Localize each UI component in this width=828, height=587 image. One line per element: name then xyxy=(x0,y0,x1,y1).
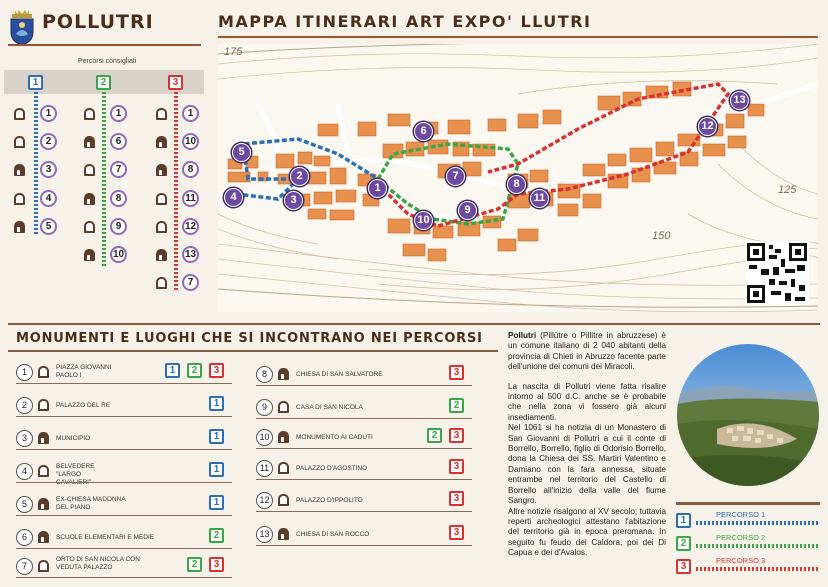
map-marker[interactable]: 10 xyxy=(414,211,433,230)
monument-number: 10 xyxy=(256,429,273,446)
contour-label: 150 xyxy=(652,230,671,242)
route-badge: 3 xyxy=(209,363,224,378)
route-1-stop[interactable]: 4 xyxy=(40,190,57,207)
description-paragraph: Nel 1061 si ha notizia di un Monastero di San Giovanni di Pollutri a cui il conte di Borrello, Borrello, figlio di Odorisio Borrello, dona la Chiesa dei SS. Martiri Valentino e Damiano con la fara annessa, situate entrambe nel territorio del Castello di Borrello all'inizio della valle del fiume Sangro. xyxy=(508,423,666,506)
route-badge: 2 xyxy=(676,536,691,551)
monument-row[interactable] xyxy=(16,494,232,516)
landmark-icon xyxy=(156,136,167,148)
map-marker[interactable]: 6 xyxy=(414,122,433,141)
landmark-icon xyxy=(14,136,25,148)
route-3-stop[interactable]: 12 xyxy=(182,218,199,235)
route-2-stop[interactable]: 9 xyxy=(110,218,127,235)
map-marker[interactable]: 7 xyxy=(446,167,465,186)
landmark-icon xyxy=(278,431,289,443)
monument-number: 12 xyxy=(256,492,273,509)
monument-name: CHIESA DI SAN SALVATORE xyxy=(296,371,383,378)
landmark-icon xyxy=(278,368,289,380)
landmark-icon xyxy=(38,465,49,477)
landmark-icon xyxy=(156,164,167,176)
route-2-stop[interactable]: 8 xyxy=(110,190,127,207)
landmark-icon xyxy=(38,560,49,572)
route-badge: 3 xyxy=(449,491,464,506)
landmark-icon xyxy=(14,193,25,205)
monument-name: PIAZZA GIOVANNI PAOLO I xyxy=(56,364,112,379)
route-1-header-badge: 1 xyxy=(28,75,43,90)
route-3-stop[interactable]: 10 xyxy=(182,133,199,150)
monument-name: PALAZZO D'IPPOLITO xyxy=(296,497,363,504)
landmark-icon xyxy=(84,136,95,148)
route-badge: 1 xyxy=(209,462,224,477)
landmark-icon xyxy=(38,366,49,378)
monument-name: BELVEDERE "LARGO xyxy=(56,463,95,478)
route-badge: 2 xyxy=(209,528,224,543)
route-badge: 2 xyxy=(187,363,202,378)
route-1-stop[interactable]: 1 xyxy=(40,105,57,122)
map-marker[interactable]: 5 xyxy=(232,143,251,162)
landmark-icon xyxy=(38,432,49,444)
description-title: Pollutri xyxy=(508,331,537,340)
monument-number: 13 xyxy=(256,526,273,543)
monument-row[interactable] xyxy=(256,427,472,449)
landmark-icon xyxy=(84,221,95,233)
route-badge: 3 xyxy=(676,559,691,574)
monument-name: MUNICIPIO xyxy=(56,435,91,442)
landmark-icon xyxy=(38,498,49,510)
town-photo xyxy=(677,344,819,486)
landmark-icon xyxy=(84,193,95,205)
route-3-stop[interactable]: 11 xyxy=(182,190,199,207)
monument-number: 4 xyxy=(16,463,33,480)
monument-name: CASA DI SAN NICOLA xyxy=(296,404,363,411)
route-2-stop[interactable]: 10 xyxy=(110,246,127,263)
contour-label: 175 xyxy=(224,46,243,58)
legend-item-2[interactable] xyxy=(676,533,822,553)
route-3-stop[interactable]: 7 xyxy=(182,274,199,291)
route-3-stop[interactable]: 13 xyxy=(182,246,199,263)
route-badge: 1 xyxy=(209,429,224,444)
legend xyxy=(676,510,822,580)
landmark-icon xyxy=(278,401,289,413)
route-badge: 3 xyxy=(449,428,464,443)
route-badge: 3 xyxy=(449,459,464,474)
monument-name: SCUOLE ELEMENTARI E MEDIE xyxy=(56,534,155,541)
monument-name: EX-CHIESA MADONNA DEL PIANO xyxy=(56,496,126,511)
route-2-stop[interactable]: 7 xyxy=(110,161,127,178)
monument-name: PALAZZO D'AGOSTINO xyxy=(296,465,368,472)
map-marker[interactable]: 8 xyxy=(507,175,526,194)
landmark-icon xyxy=(156,108,167,120)
route-badge: 1 xyxy=(209,396,224,411)
landmark-icon xyxy=(156,221,167,233)
route-badge: 2 xyxy=(449,398,464,413)
legend-item-1[interactable] xyxy=(676,510,822,530)
map[interactable] xyxy=(218,44,818,312)
description-paragraph: Altre notizie risalgono al XV secolo; tuttavia reperti archeologici attestano l'abitazione del territorio già in epoca preromana. In seguito fu feudo dei Caldora, poi dei Di Capua e dei d'Avalos. xyxy=(508,506,666,558)
coat-of-arms-icon xyxy=(8,8,36,46)
description xyxy=(508,331,666,559)
route-2-stop[interactable]: 6 xyxy=(110,133,127,150)
monument-row[interactable] xyxy=(16,527,232,549)
route-1-stop[interactable]: 2 xyxy=(40,133,57,150)
description-intro: (Pillùtre o Pillitre in abruzzese) è un comune italiano di 2 040 abitanti della provincia di Chieti in Abruzzo facente parte dell'unione dei comuni dei Miracoli. xyxy=(508,331,666,372)
monument-row[interactable] xyxy=(256,397,472,419)
monument-number: 8 xyxy=(256,366,273,383)
monuments-title: MONUMENTI E LUOGHI CHE SI INCONTRANO NEI PERCORSI xyxy=(16,331,483,346)
landmark-icon xyxy=(84,164,95,176)
landmark-icon xyxy=(84,249,95,261)
routes-label: Percorsi consigliati xyxy=(78,58,137,65)
route-badge: 3 xyxy=(449,525,464,540)
monument-number: 9 xyxy=(256,399,273,416)
legend-label: PERCORSO 2 xyxy=(716,533,766,542)
map-marker[interactable]: 3 xyxy=(284,191,303,210)
contour-label: 125 xyxy=(778,184,797,196)
map-marker[interactable]: 13 xyxy=(730,91,749,110)
landmark-icon xyxy=(156,249,167,261)
landmark-icon xyxy=(14,164,25,176)
monument-row[interactable] xyxy=(256,490,472,512)
landmark-icon xyxy=(38,531,49,543)
monument-row[interactable] xyxy=(16,461,232,483)
monument-number: 11 xyxy=(256,460,273,477)
monument-number: 5 xyxy=(16,496,33,513)
route-2-header-badge: 2 xyxy=(96,75,111,90)
landmark-icon xyxy=(278,528,289,540)
route-2-stop[interactable]: 1 xyxy=(110,105,127,122)
map-title: MAPPA ITINERARI ART EXPO' LLUTRI xyxy=(218,12,592,31)
monument-name: MONUMENTO AI CADUTI xyxy=(296,434,373,441)
monument-name: PALAZZO DEL RE xyxy=(56,402,111,409)
legend-rule xyxy=(676,502,820,505)
route-badge: 2 xyxy=(427,428,442,443)
legend-label: PERCORSO 3 xyxy=(716,556,766,565)
monument-number: 7 xyxy=(16,558,33,575)
description-paragraph: La nascita di Pollutri viene fatta risalire intorno al 500 d.C. anche se è probabile che nella zona vi fossero già alcuni insediamenti. xyxy=(508,381,666,422)
landmark-icon xyxy=(38,399,49,411)
monument-row[interactable] xyxy=(16,556,232,578)
route-3-stop[interactable]: 8 xyxy=(182,161,199,178)
map-marker[interactable]: 1 xyxy=(368,179,387,198)
route-badge: 1 xyxy=(676,513,691,528)
landmark-icon xyxy=(14,221,25,233)
map-marker[interactable]: 2 xyxy=(290,167,309,186)
landmark-icon xyxy=(14,108,25,120)
monument-row[interactable] xyxy=(256,458,472,480)
monument-row[interactable] xyxy=(256,524,472,546)
monument-number: 3 xyxy=(16,430,33,447)
monument-number: 2 xyxy=(16,397,33,414)
map-marker[interactable]: 4 xyxy=(224,188,243,207)
route-badge: 3 xyxy=(449,365,464,380)
monument-number: 1 xyxy=(16,364,33,381)
town-title: POLLUTRI xyxy=(42,11,154,33)
map-marker[interactable]: 11 xyxy=(530,189,549,208)
landmark-icon xyxy=(278,462,289,474)
route-1-stop[interactable]: 5 xyxy=(40,218,57,235)
landmark-icon xyxy=(156,277,167,289)
map-marker[interactable]: 9 xyxy=(458,201,477,220)
route-badge: 3 xyxy=(209,557,224,572)
route-badge: 1 xyxy=(209,495,224,510)
route-3-stop[interactable]: 1 xyxy=(182,105,199,122)
route-3-header-badge: 3 xyxy=(168,75,183,90)
route-2-line xyxy=(102,92,106,268)
monument-row[interactable] xyxy=(16,428,232,450)
landmark-icon xyxy=(278,494,289,506)
monument-number: 6 xyxy=(16,529,33,546)
route-badge: 1 xyxy=(165,363,180,378)
route-badge: 2 xyxy=(187,557,202,572)
monument-row[interactable] xyxy=(16,395,232,417)
map-marker[interactable]: 12 xyxy=(698,117,717,136)
legend-label: PERCORSO 1 xyxy=(716,510,766,519)
route-1-stop[interactable]: 3 xyxy=(40,161,57,178)
route-1-line xyxy=(34,92,38,235)
route-3-line xyxy=(174,92,178,292)
landmark-icon xyxy=(84,108,95,120)
landmark-icon xyxy=(156,193,167,205)
monument-name: CHIESA DI SAN ROCCO xyxy=(296,531,370,538)
monument-row[interactable] xyxy=(256,364,472,386)
legend-item-3[interactable] xyxy=(676,556,822,576)
monument-row[interactable] xyxy=(16,362,232,384)
monument-name: ORTO DI SAN NICOLA CON VEDUTA PALAZZO xyxy=(56,556,140,571)
